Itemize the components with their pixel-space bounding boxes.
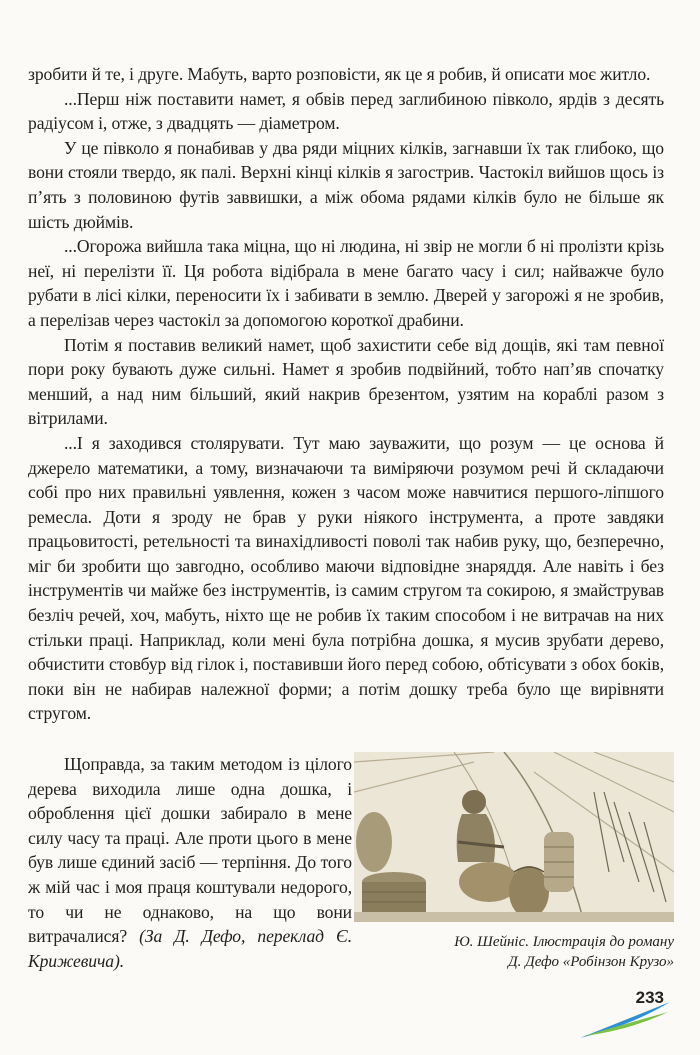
final-paragraph-text: Щоправда, за таким методом із цілого дерева виходила лише одна дошка, і оброблення цієї дошки забирало в мене силу часу та праці. Але проти цього в мене був лише єдиний засіб — терпіння. До того ж мій час і моя праця коштували недорого, то чи не однаково, на що вони витрачалися? xyxy=(28,754,352,947)
paragraph-2: ...Перш ніж поставити намет, я обвів перед заглибиною півколо, ярдів з десять радіусом і, отже, з двадцять — діаметром. xyxy=(28,88,664,134)
caption-line-2: Д. Дефо «Робінзон Крузо» xyxy=(508,954,674,970)
paragraph-5: Потім я поставив великий намет, щоб захистити себе від дощів, які там певної пори року бувають дуже сильні. Намет я зробив подвійний, тобто нап’яв спочатку менший, а над ним більший, який накрив брезентом, узятим на кораблі разом з вітрилами. xyxy=(28,334,664,429)
caption-line-1: Ю. Шейніс. Ілюстрація до роману xyxy=(454,934,674,950)
page-corner-swoosh-icon xyxy=(580,1000,670,1040)
source-citation: (За Д. Дефо, переклад Є. Крижевича). xyxy=(28,926,352,971)
illustration-caption xyxy=(354,932,674,972)
paragraph-6: ...І я заходився столярувати. Тут маю зауважити, що розум — це основа й джерело математики, а тому, визначаючи та виміряючи розумом речі й складаючи собі про них правильні уявлення, кожен з часом може навчитися першого-ліпшого ремесла. Доти я зроду не брав у руки ніякого інструмента, а проте завдяки працьовитості, ретельності та винахідливості поволі так набив руку, що, безперечно, міг би зробити що завгодно, особливо маючи відповідне знаряддя. Але навіть і без інструментів чи майже без інструментів, із самим стругом та сокирою, я змайстрував безліч речей, хоч, мабуть, ніхто ще не робив їх таким способом і не витрачав на них стільки праці. Наприклад, коли мені була потрібна дошка, я мусив зрубати дерево, обчистити стовбур від гілок і, поставивши його перед собою, обтісувати з обох боків, поки він не набирав належної форми; а потім дошку треба було ще вирівняти стругом. xyxy=(28,432,664,724)
page-number: 233 xyxy=(635,988,664,1007)
final-text xyxy=(28,752,352,973)
paragraph-1: зробити й те, і друге. Мабуть, варто розповісти, як це я робив, й описати моє житло. xyxy=(28,64,651,84)
robinson-illustration xyxy=(354,752,674,922)
main-text xyxy=(28,62,664,726)
paragraph-4: ...Огорожа вийшла така міцна, що ні людина, ні звір не могли б ні пролізти крізь неї, ні перелізти її. Ця робота відібрала в мене багато часу і сил; найважче було рубати в лісі кілки, переносити їх і забивати в землю. Дверей у загорожі я не зробив, а перелізав через частокіл за допомогою короткої драбини. xyxy=(28,236,664,330)
paragraph-3: У це півколо я понабивав у два ряди міцних кілків, загнавши їх так глибоко, що вони стояли твердо, як палі. Верхні кінці кілків я загострив. Частокіл вийшов щось із п’ять з половиною футів заввишки, а між обома рядами кілків було не більше як шість дюймів. xyxy=(28,137,664,232)
paragraph-final xyxy=(28,752,352,973)
